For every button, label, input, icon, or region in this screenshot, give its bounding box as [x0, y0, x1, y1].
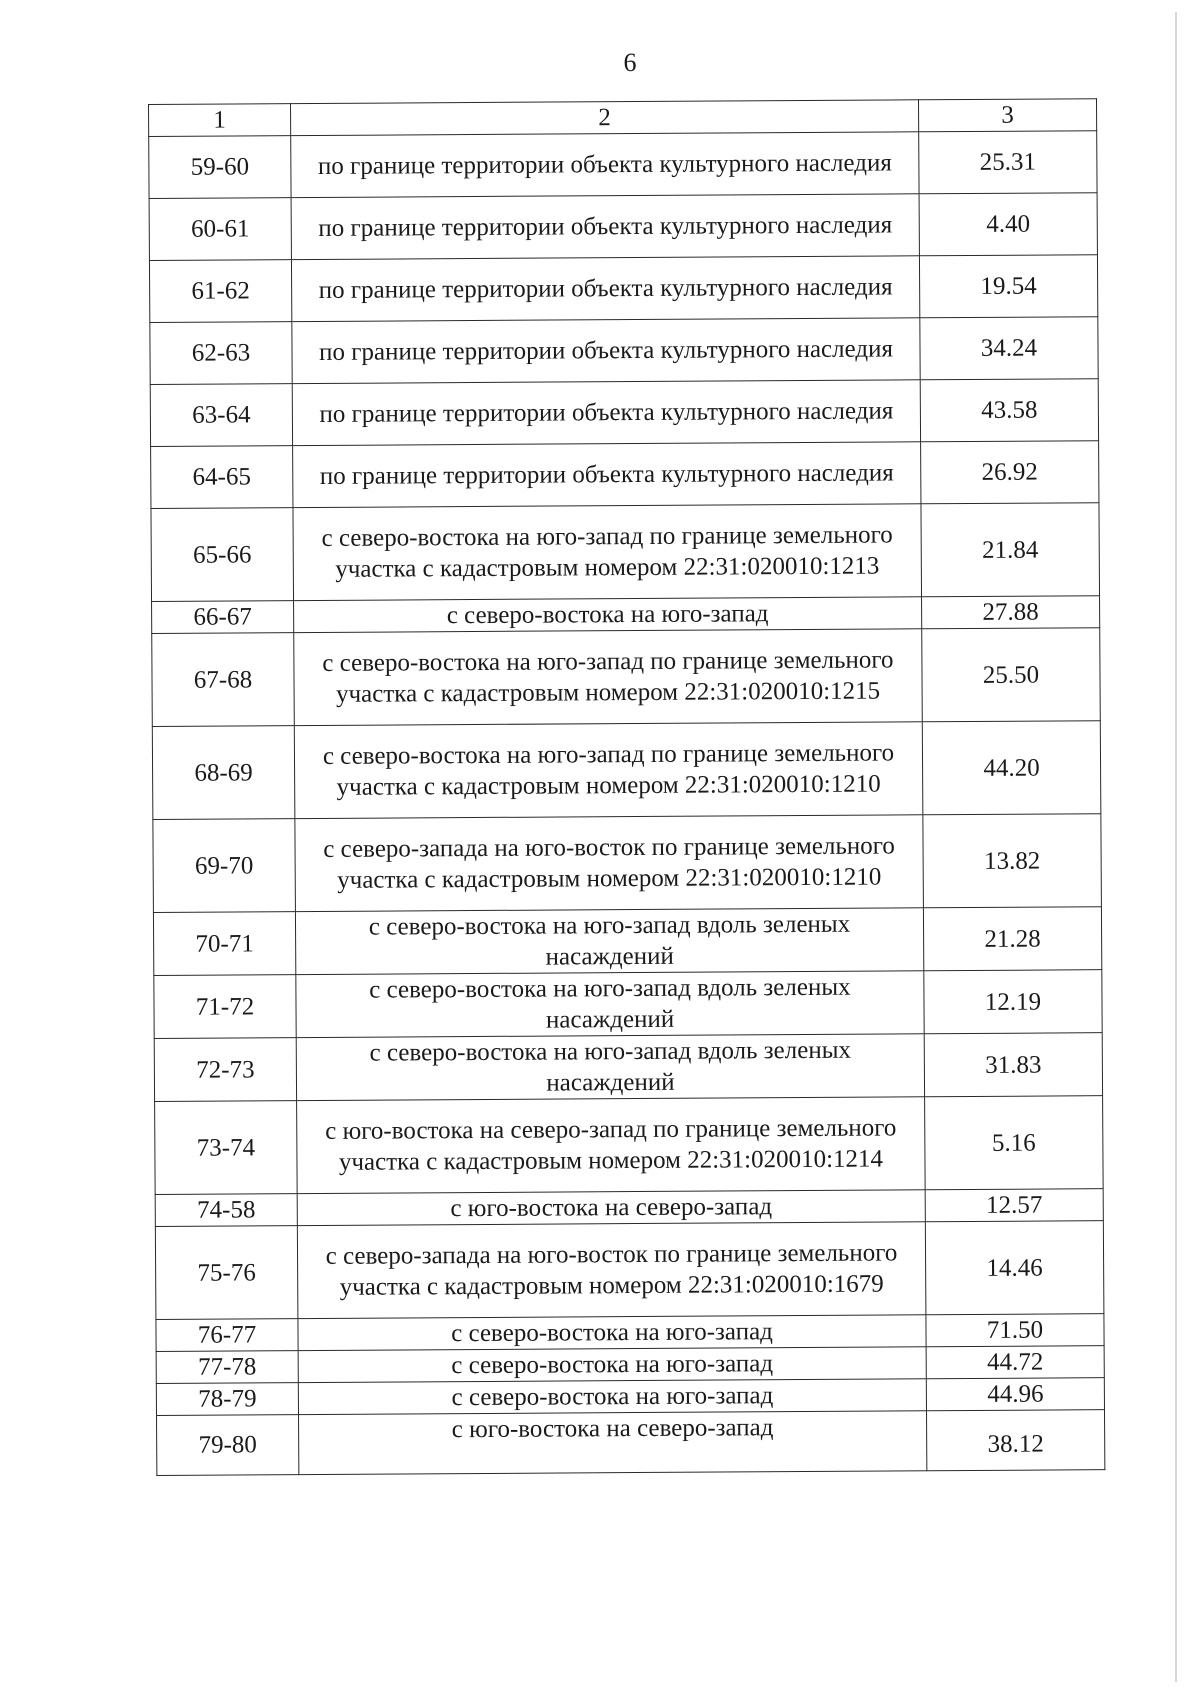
description-cell: по границе территории объекта культурного наследия [293, 442, 921, 508]
table-row [151, 441, 1099, 509]
length-cell: 43.58 [920, 379, 1098, 442]
segment-cell: 74-58 [155, 1194, 297, 1227]
description-cell: с северо-запада на юго-восток по границе земельного участка с кадастровым номером 22:31:020010:1210 [295, 815, 924, 912]
table-row [152, 628, 1101, 727]
description-cell: с северо-запада на юго-восток по границе земельного участка с кадастровым номером 22:31:020010:1679 [297, 1222, 926, 1319]
length-cell: 38.12 [926, 1410, 1104, 1471]
segment-cell: 75-76 [155, 1226, 298, 1320]
description-cell: с северо-востока на юго-запад [298, 1379, 926, 1415]
segment-cell: 71-72 [154, 975, 296, 1039]
description-cell: с северо-востока на юго-запад вдоль зеленых насаждений [295, 908, 923, 975]
length-cell: 21.84 [921, 503, 1100, 597]
length-cell: 26.92 [921, 441, 1099, 504]
length-cell: 13.82 [923, 814, 1102, 908]
page-number: 6 [623, 48, 637, 77]
length-cell: 14.46 [925, 1221, 1104, 1315]
length-cell: 4.40 [919, 193, 1097, 256]
description-cell: по границе территории объекта культурного наследия [291, 194, 919, 260]
description-cell: с северо-востока на юго-запад по границе земельного участка с кадастровым номером 22:31:020010:1213 [293, 504, 922, 601]
column-header-3: 3 [918, 99, 1096, 132]
description-cell: с северо-востока на юго-запад вдоль зеленых насаждений [296, 1034, 924, 1101]
description-cell: с северо-востока на юго-запад вдоль зеленых насаждений [296, 971, 924, 1038]
description-cell: с юго-востока на северо-запад [299, 1411, 927, 1475]
segment-cell: 61-62 [149, 260, 291, 323]
length-cell: 12.57 [925, 1189, 1103, 1222]
length-cell: 44.96 [926, 1378, 1104, 1411]
segment-cell: 70-71 [153, 912, 295, 976]
length-cell: 71.50 [926, 1314, 1104, 1347]
table-row [150, 379, 1098, 447]
table-row [153, 907, 1101, 976]
segment-cell: 60-61 [149, 198, 291, 261]
table-row [154, 1033, 1102, 1102]
description-cell: с юго-востока на северо-запад [297, 1190, 925, 1226]
description-cell: с юго-востока на северо-запад по границе земельного участка с кадастровым номером 22:31:020010:1214 [297, 1097, 926, 1194]
length-cell: 25.50 [922, 628, 1101, 722]
table-row [152, 721, 1101, 820]
description-cell: с северо-востока на юго-запад по границе земельного участка с кадастровым номером 22:31:020010:1210 [294, 722, 923, 819]
description-cell: с северо-востока на юго-запад [298, 1347, 926, 1383]
column-header-1: 1 [149, 104, 291, 137]
segment-cell: 77-78 [156, 1351, 298, 1384]
length-cell: 5.16 [925, 1096, 1104, 1190]
boundary-table [148, 98, 1105, 1476]
length-cell: 31.83 [924, 1033, 1102, 1097]
segment-cell: 65-66 [151, 508, 294, 602]
length-cell: 44.72 [926, 1346, 1104, 1379]
segment-cell: 59-60 [149, 136, 291, 199]
segment-cell: 67-68 [152, 633, 295, 727]
length-cell: 34.24 [920, 317, 1098, 380]
segment-cell: 73-74 [155, 1101, 298, 1195]
description-cell: по границе территории объекта культурного наследия [292, 380, 920, 446]
segment-cell: 62-63 [150, 322, 292, 385]
table-row [154, 970, 1102, 1039]
description-cell: с северо-востока на юго-запад [294, 597, 922, 633]
table-row [153, 814, 1102, 913]
description-cell: с северо-востока на юго-запад [298, 1315, 926, 1351]
description-cell: по границе территории объекта культурного наследия [291, 132, 919, 198]
column-header-2: 2 [291, 100, 919, 136]
segment-cell: 78-79 [156, 1383, 298, 1416]
table-row [155, 1221, 1104, 1320]
table-row [155, 1096, 1104, 1195]
segment-cell: 66-67 [152, 601, 294, 634]
table-row [157, 1410, 1105, 1476]
description-cell: по границе территории объекта культурного наследия [291, 256, 919, 322]
table-row [151, 503, 1100, 602]
length-cell: 27.88 [922, 596, 1100, 629]
segment-cell: 64-65 [151, 446, 293, 509]
length-cell: 25.31 [919, 131, 1097, 194]
segment-cell: 63-64 [150, 384, 292, 447]
description-cell: с северо-востока на юго-запад по границе земельного участка с кадастровым номером 22:31:020010:1215 [294, 629, 923, 726]
segment-cell: 79-80 [157, 1415, 299, 1476]
table-row [149, 131, 1097, 199]
length-cell: 19.54 [919, 255, 1097, 318]
segment-cell: 76-77 [156, 1319, 298, 1352]
table-row [149, 255, 1097, 323]
segment-cell: 69-70 [153, 819, 296, 913]
table-row [150, 317, 1098, 385]
length-cell: 21.28 [923, 907, 1101, 971]
table-row [149, 193, 1097, 261]
description-cell: по границе территории объекта культурного наследия [292, 318, 920, 384]
length-cell: 44.20 [922, 721, 1101, 815]
segment-cell: 72-73 [154, 1038, 296, 1102]
scan-edge-line [1175, 12, 1177, 1682]
length-cell: 12.19 [924, 970, 1102, 1034]
segment-cell: 68-69 [152, 726, 295, 820]
